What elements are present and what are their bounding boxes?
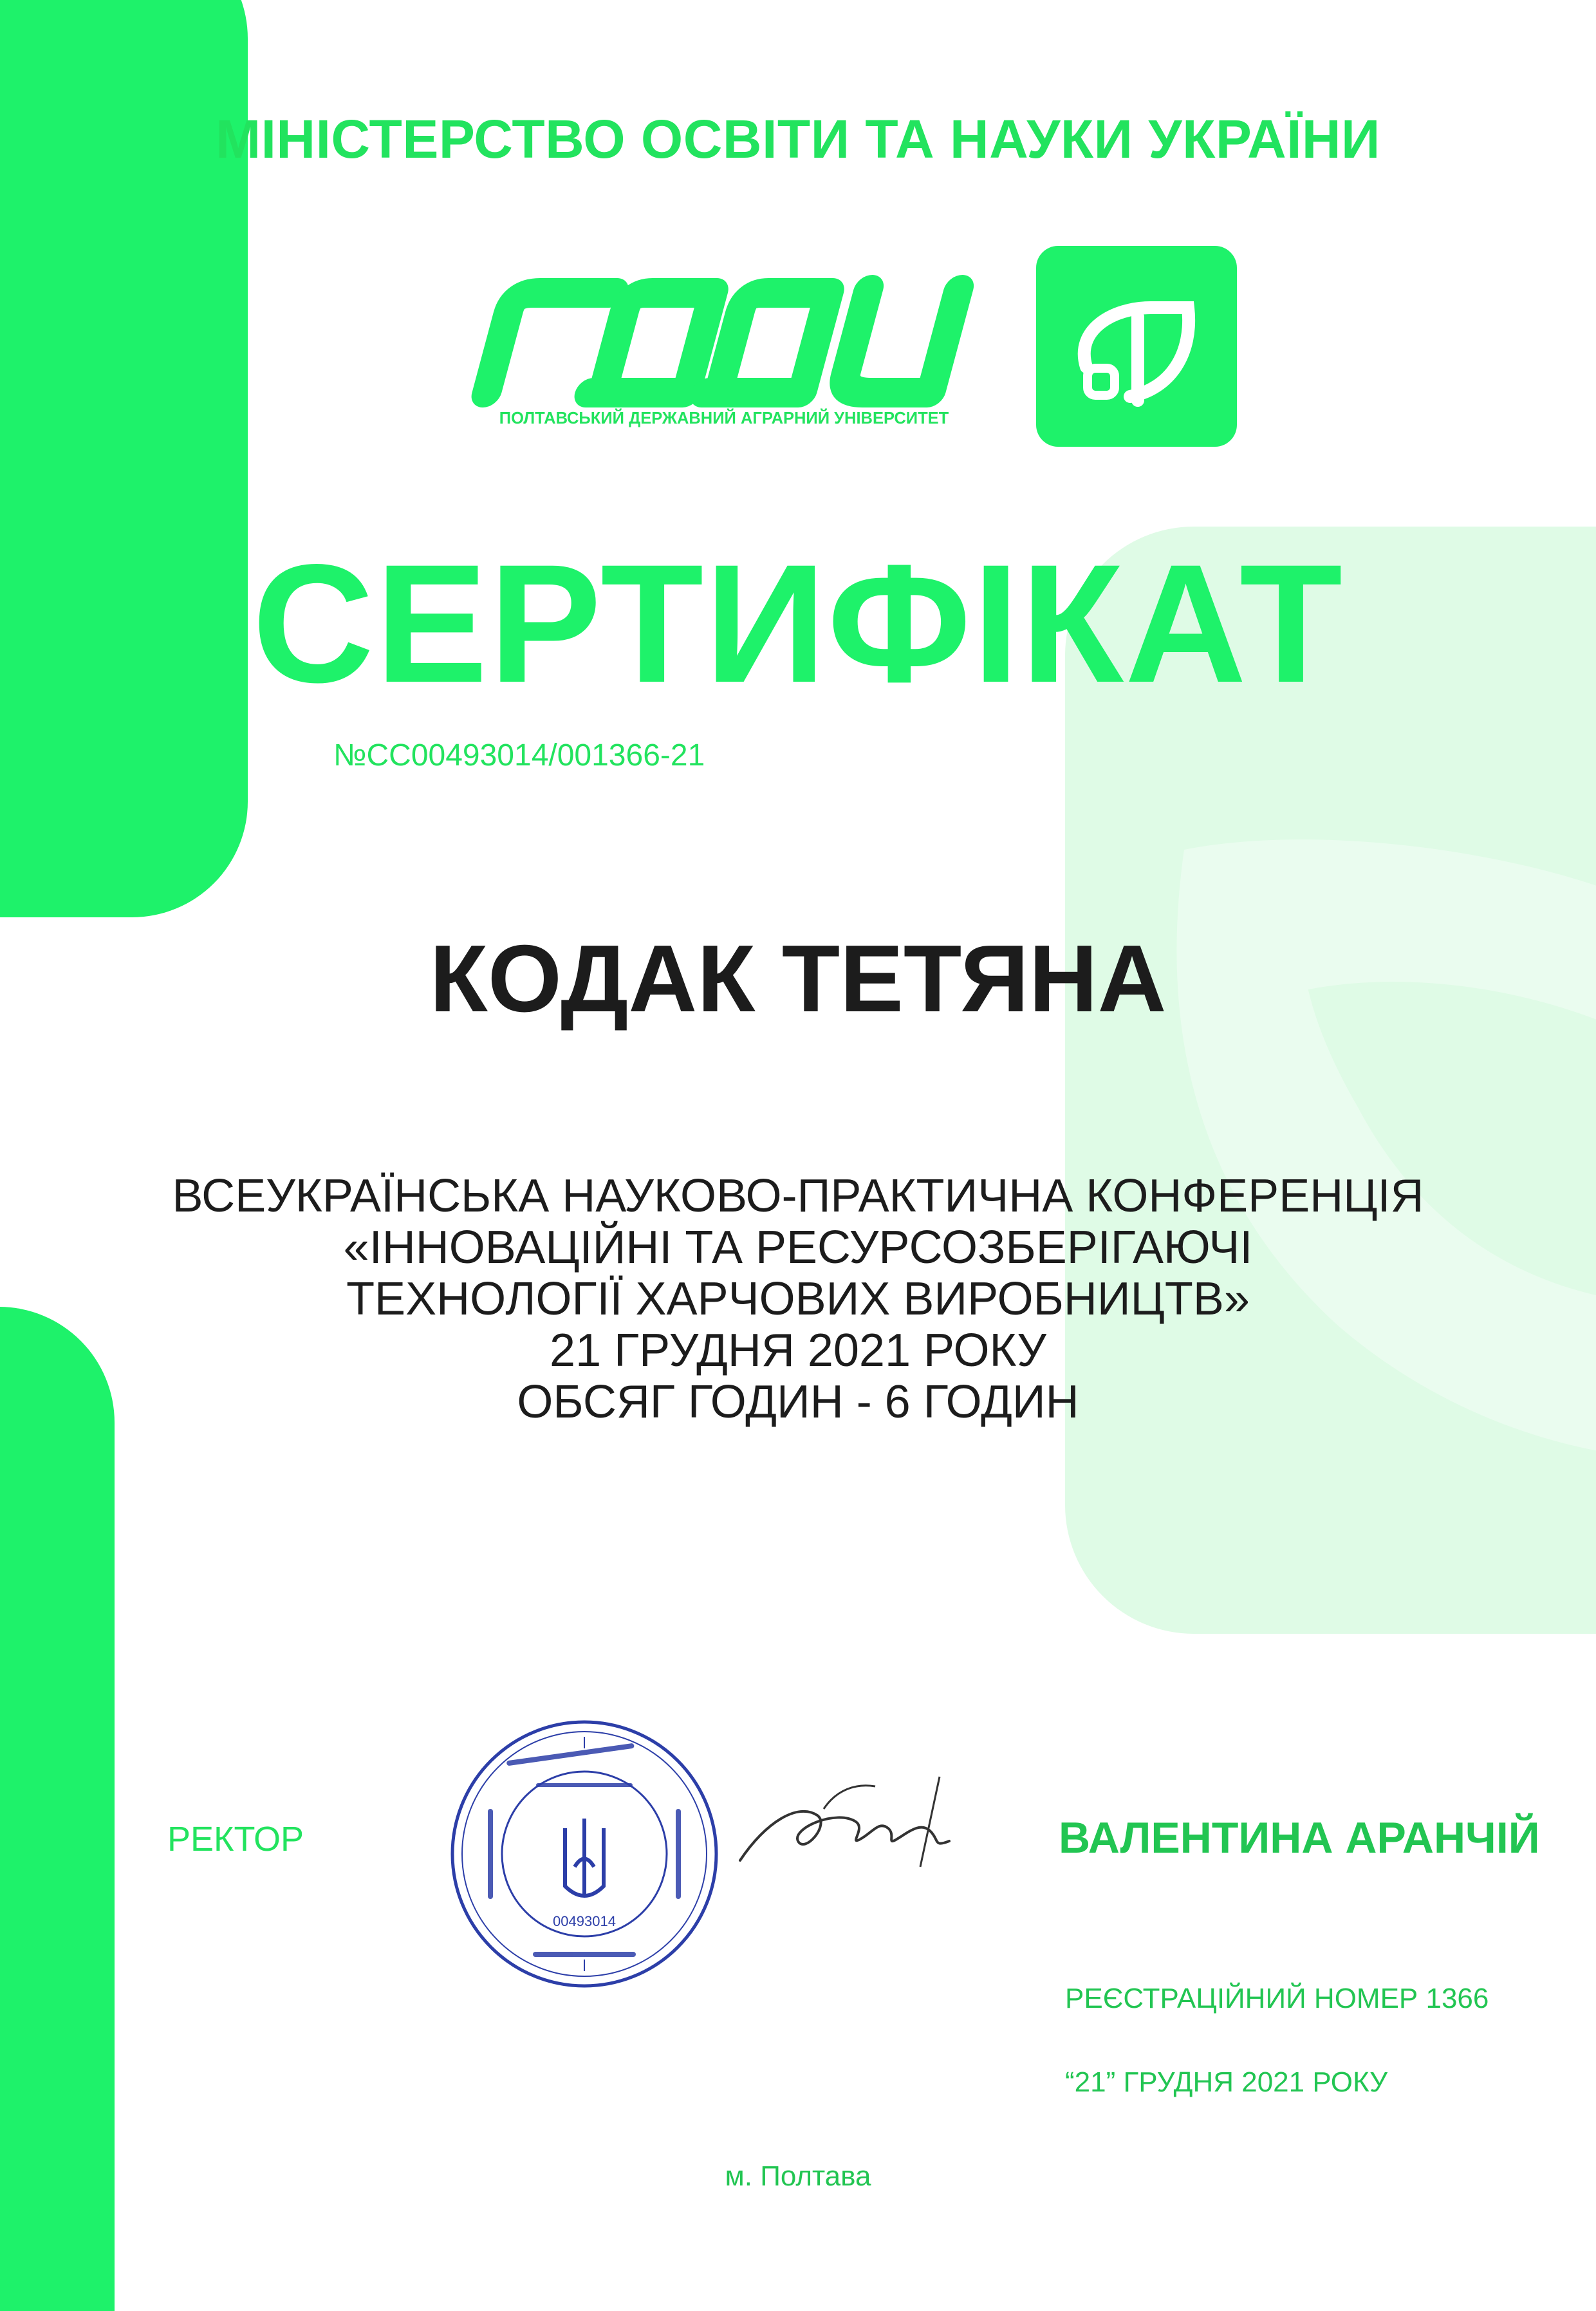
leaf-icon: [1036, 246, 1237, 447]
rector-label: РЕКТОР: [167, 1820, 304, 1858]
rector-signature: [727, 1764, 985, 1886]
city-label: м. Полтава: [725, 2160, 871, 2192]
certificate-number: №CC00493014/001366-21: [333, 738, 705, 772]
certificate-title: СЕРТИФІКАТ: [252, 529, 1344, 718]
registration-date: “21” ГРУДНЯ 2021 РОКУ: [1065, 2066, 1388, 2098]
rector-name: ВАЛЕНТИНА АРАНЧІЙ: [1059, 1813, 1540, 1862]
event-line-2: «ІННОВАЦІЙНІ ТА РЕСУРСОЗБЕРІГАЮЧІ: [343, 1222, 1253, 1273]
university-logo-subtitle: ПОЛТАВСЬКИЙ ДЕРЖАВНИЙ АГРАРНИЙ УНІВЕРСИТЕТ: [499, 409, 949, 427]
registration-number: РЕЄСТРАЦІЙНИЙ НОМЕР 1366: [1065, 1983, 1489, 2014]
official-seal-stamp: [443, 1712, 726, 1996]
event-description: [0, 1170, 1596, 1428]
event-line-4: 21 ГРУДНЯ 2021 РОКУ: [550, 1325, 1046, 1376]
event-line-5: ОБСЯГ ГОДИН - 6 ГОДИН: [517, 1376, 1079, 1428]
trident-icon: [565, 1819, 604, 1896]
ministry-heading: МІНІСТЕРСТВО ОСВІТИ ТА НАУКИ УКРАЇНИ: [216, 109, 1380, 169]
university-logo-wordmark: [450, 264, 998, 412]
seal-code: 00493014: [553, 1913, 616, 1929]
event-line-3: ТЕХНОЛОГІЇ ХАРЧОВИХ ВИРОБНИЦТВ»: [346, 1273, 1250, 1325]
university-logo-icon: [1036, 246, 1237, 447]
event-line-1: ВСЕУКРАЇНСЬКА НАУКОВО-ПРАКТИЧНА КОНФЕРЕНЦІЯ: [172, 1170, 1424, 1222]
recipient-name: КОДАК ТЕТЯНА: [429, 926, 1167, 1032]
